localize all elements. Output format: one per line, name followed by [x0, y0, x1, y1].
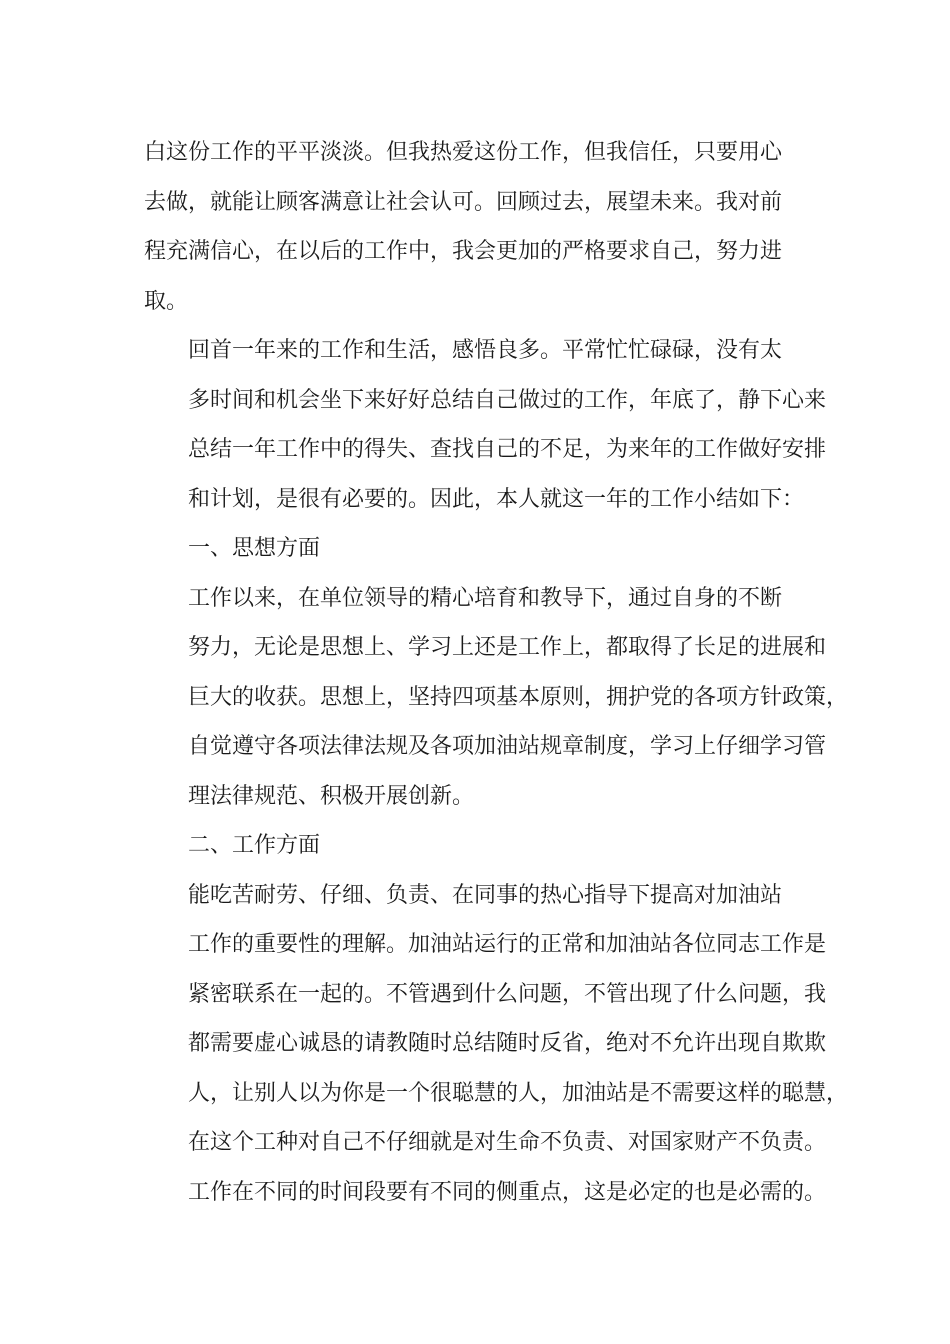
text-line: 自觉遵守各项法律法规及各项加油站规章制度，学习上仔细学习管 [188, 734, 827, 759]
text-line: 回首一年来的工作和生活，感悟良多。平常忙忙碌碌，没有太 [188, 338, 783, 363]
paragraph [144, 574, 849, 822]
text-line: 一、思想方面 [188, 536, 321, 561]
text-line: 和计划，是很有必要的。因此，本人就这一年的工作小结如下： [188, 486, 805, 512]
section-heading [144, 821, 824, 871]
text-line: 工作的重要性的理解。加油站运行的正常和加油站各位同志工作是 [188, 932, 827, 957]
text-line: 在这个工种对自己不仔细就是对生命不负责、对国家财产不负责。 [188, 1130, 827, 1155]
text-line: 能吃苦耐劳、仔细、负责、在同事的热心指导下提高对加油站 [188, 882, 783, 908]
document-body [144, 128, 849, 1217]
text-line: 去做，就能让顾客满意让社会认可。回顾过去，展望未来。我对前 [144, 189, 783, 215]
text-line: 巨大的收获。思想上，坚持四项基本原则，拥护党的各项方针政策， [188, 684, 849, 710]
text-line: 总结一年工作中的得失、查找自己的不足，为来年的工作做好安排 [188, 437, 827, 462]
text-line: 努力，无论是思想上、学习上还是工作上，都取得了长足的进展和 [188, 635, 827, 660]
text-line: 人，让别人以为你是一个很聪慧的人，加油站是不需要这样的聪慧， [188, 1080, 849, 1106]
paragraph [144, 326, 827, 524]
text-line: 工作在不同的时间段要有不同的侧重点，这是必定的也是必需的。 [188, 1179, 827, 1205]
text-line: 紧密联系在一起的。不管遇到什么问题，不管出现了什么问题，我 [188, 981, 827, 1007]
text-line: 程充满信心，在以后的工作中，我会更加的严格要求自己，努力进 [144, 239, 783, 264]
text-line: 工作以来，在单位领导的精心培育和教导下，通过自身的不断 [188, 585, 783, 611]
text-line: 取。 [144, 288, 189, 314]
section-heading [144, 524, 824, 574]
paragraph [144, 128, 824, 326]
text-line: 二、工作方面 [188, 833, 321, 858]
text-line: 理法律规范、积极开展创新。 [188, 783, 475, 809]
paragraph [144, 871, 849, 1218]
text-line: 白这份工作的平平淡淡。但我热爱这份工作，但我信任，只要用心 [144, 140, 783, 165]
text-line: 多时间和机会坐下来好好总结自己做过的工作，年底了，静下心来 [188, 387, 827, 413]
text-line: 都需要虚心诚恳的请教随时总结随时反省，绝对不允许出现自欺欺 [188, 1031, 827, 1056]
